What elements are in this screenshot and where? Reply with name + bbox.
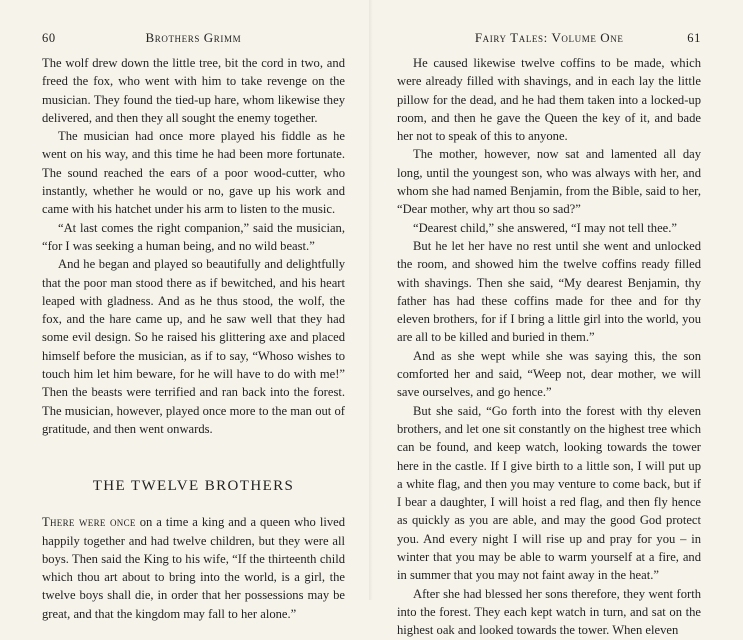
left-page — [0, 0, 372, 621]
paragraph: The musician had once more played his fiddle as he went on his way, and this time he had been more fortunate. The sound reached the ears of a poor wood-cutter, who instantly, whether he would or no, gave up his work and came with his hatchet under his arm to listen to the music. — [42, 129, 345, 217]
story-title: THE TWELVE BROTHERS — [92, 478, 295, 495]
paragraph: The mother, however, now sat and lamented all day long, until the youngest son, who was always with her, and whom she had named Benjamin, from the Bible, said to her, “Dear mother, why art thou so sad?” — [397, 147, 701, 217]
paragraph: After she had blessed her sons therefore, they went forth into the forest. They each kept watch in turn, and sat on the highest oak and looked towards the tower. When eleven — [397, 586, 701, 638]
paragraph: And as she wept while she was saying this, the son comforted her and said, “Weep not, dear mother, we will save ourselves, and go hence.” — [397, 348, 701, 400]
lead-rest: on a time a king and a queen who lived happily together and had twelve children, but they were all boys. Then said the King to his wife, “If the thirteenth child which thou art about to bring into the world, is a girl, the twelve boys shall die, in order that her possessions may be great, and that the kingdom may fall to her alone.” — [42, 515, 346, 621]
page-number: 60 — [42, 31, 56, 45]
paragraph: “Dearest child,” she answered, “I may not tell thee.” — [413, 220, 678, 235]
right-page — [372, 0, 743, 638]
running-head: Brothers Grimm — [145, 30, 242, 45]
paragraph: But he let her have no rest until she went and unlocked the room, and showed him the twelve coffins ready filled with shavings. Then she said, “My dearest Benjamin, thy father has had these coffins made for thee and for thy eleven brothers, for if I bring a little girl into the world, you are all to be killed and buried in them.” — [397, 238, 701, 345]
lead-words: There were once — [42, 515, 136, 530]
story-opening-paragraph — [42, 513, 345, 623]
paragraph: He caused likewise twelve coffins to be made, which were already filled with shavings, and in each lay the little pillow for the dead, and he had them taken into a locked-up room, and then he gave the Queen the key of it, and bade her not to speak of this to anyone. — [397, 56, 701, 144]
left-body — [42, 54, 345, 623]
paragraph: The wolf drew down the little tree, bit the cord in two, and freed the fox, who went with him to take revenge on the musician. They found the tied-up hare, whom likewise they delivered, and then they all sought the enemy together. — [42, 56, 345, 125]
running-head: Fairy Tales: Volume One — [474, 30, 624, 45]
right-header — [397, 30, 701, 54]
page-number: 61 — [687, 31, 701, 45]
left-header — [42, 30, 345, 54]
paragraph: But she said, “Go forth into the forest with thy eleven brothers, and let one sit constantly on the highest tree which can be found, and keep watch, looking towards the tower here in the castle. If I give birth to a little son, I will put up a white flag, and then you may venture to come back, but if I bear a daughter, I will hoist a red flag, and then fly hence as quickly as you are able, and may the good God protect you. And every night I will rise up and pray for you – in winter that you may be able to warm yourself at a fire, and in summer that you may not faint away in the heat.” — [397, 403, 701, 583]
paragraph: “At last comes the right companion,” said the musician, “for I was seeking a human being, and no wild beast.” — [42, 220, 345, 253]
right-body — [397, 54, 701, 640]
paragraph: And he began and played so beautifully and delightfully that the poor man stood there as if bewitched, and his heart leaped with gladness. And as he thus stood, the wolf, the fox, and the hare came up, and he saw well that they had some evil design. So he raised his glittering axe and placed himself before the musician, as if to say, “Whoso wishes to touch him let him beware, for he will have to do with me!” Then the beasts were terrified and ran back into the forest. The musician, however, played once more to the man out of gratitude, and then went onwards. — [42, 257, 345, 436]
